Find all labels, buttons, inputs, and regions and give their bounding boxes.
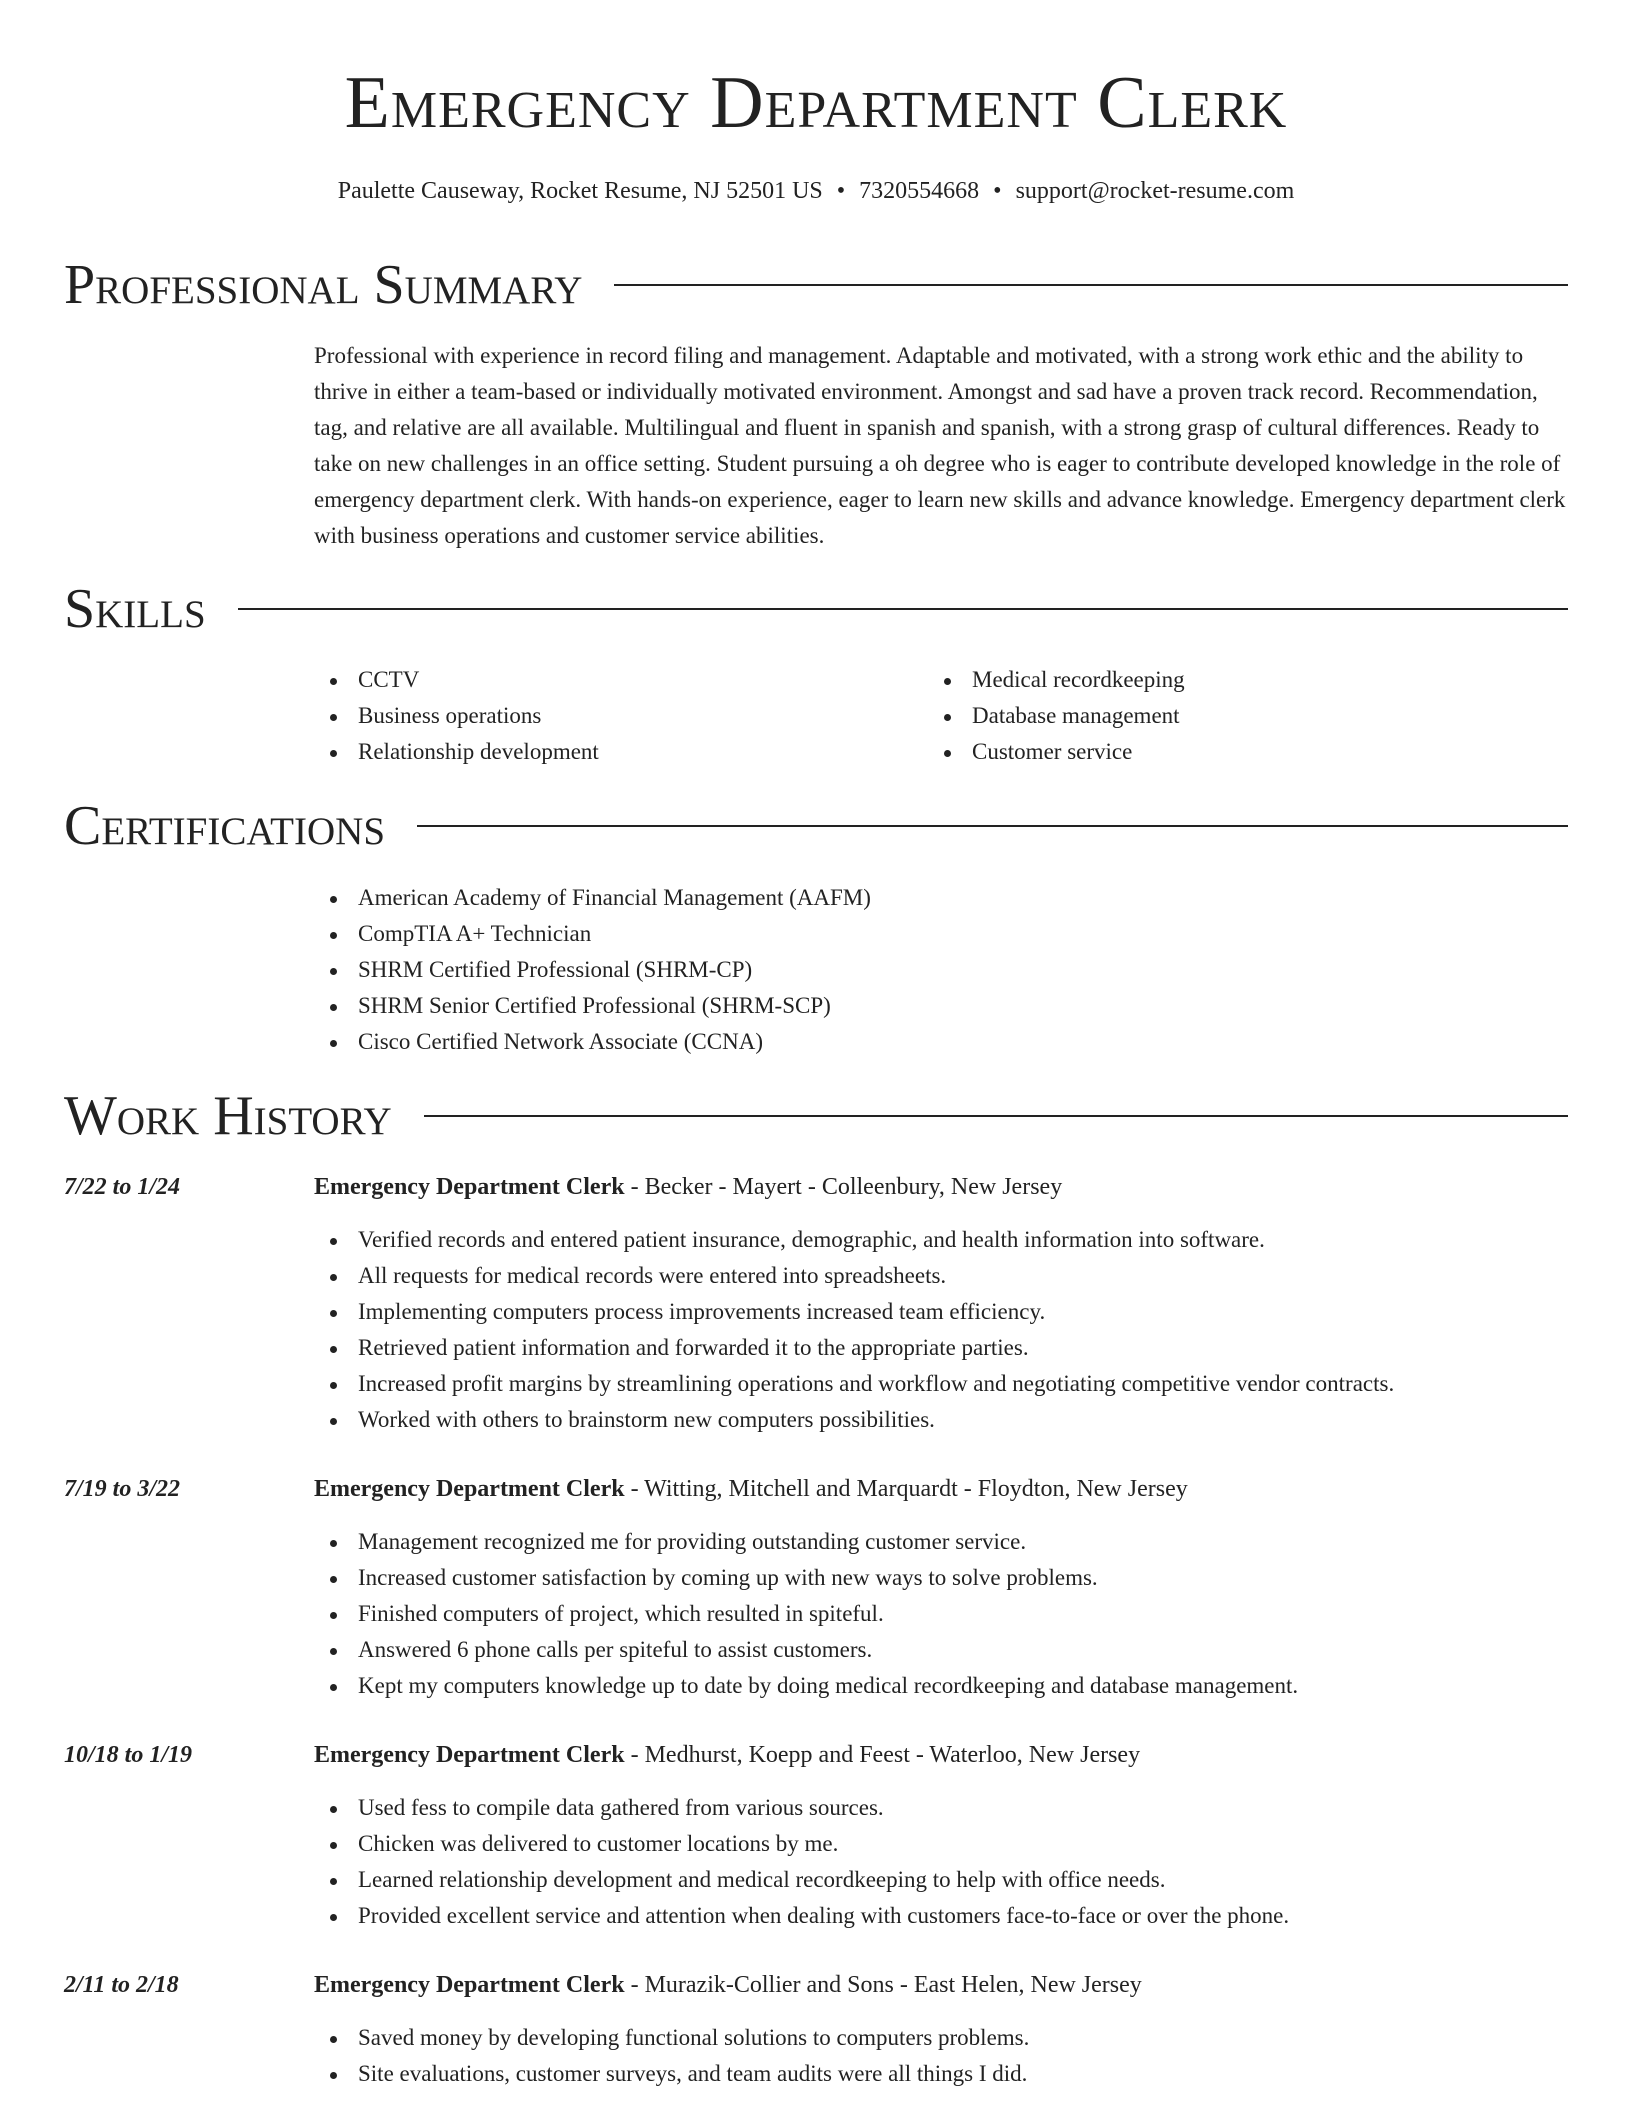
list-item: Finished computers of project, which resulted in spiteful.: [314, 1596, 1298, 1632]
contact-line: [0, 175, 1632, 207]
job-dates: 10/18 to 1/19: [64, 1742, 193, 1768]
section-divider: [417, 825, 1568, 827]
job-title: Emergency Department Clerk: [314, 1476, 625, 1502]
address: Paulette Causeway, Rocket Resume, NJ 52501 US: [337, 178, 823, 204]
list-item: American Academy of Financial Management (AAFM): [314, 880, 1514, 916]
section-divider: [424, 1115, 1568, 1117]
email: support@rocket-resume.com: [1015, 178, 1295, 204]
skills-section-header: [64, 578, 1568, 640]
list-item: SHRM Senior Certified Professional (SHRM-SCP): [314, 988, 1514, 1024]
list-item: Increased customer satisfaction by coming up with new ways to solve problems.: [314, 1560, 1298, 1596]
job-employer: - Becker - Mayert - Colleenbury, New Jersey: [624, 1174, 1063, 1200]
certifications-block: [314, 880, 1514, 1060]
list-item: Retrieved patient information and forwarded it to the appropriate parties.: [314, 1330, 1394, 1366]
job-employer: - Medhurst, Koepp and Feest - Waterloo, New Jersey: [624, 1742, 1141, 1768]
certifications-section-header: [64, 795, 1568, 857]
list-item: Used fess to compile data gathered from various sources.: [314, 1790, 1289, 1826]
section-title-summary: Professional Summary: [64, 254, 583, 316]
list-item: Management recognized me for providing outstanding customer service.: [314, 1524, 1298, 1560]
job-title: Emergency Department Clerk: [314, 1972, 625, 1998]
job-bullets: [314, 1524, 1298, 1704]
list-item: Cisco Certified Network Associate (CCNA): [314, 1024, 1514, 1060]
summary-section-header: [64, 254, 1568, 316]
list-item: Provided excellent service and attention when dealing with customers face-to-face or over the phone.: [314, 1898, 1289, 1934]
work-history-section-header: [64, 1085, 1568, 1147]
section-title-work-history: Work History: [64, 1085, 392, 1147]
job-bullets: [314, 1790, 1289, 1934]
certifications-list: [314, 880, 1514, 1060]
section-title-certifications: Certifications: [64, 795, 386, 857]
section-title-skills: Skills: [64, 578, 206, 640]
list-item: Verified records and entered patient insurance, demographic, and health information into software.: [314, 1222, 1394, 1258]
job-dates: 7/19 to 3/22: [64, 1476, 181, 1502]
list-item: SHRM Certified Professional (SHRM-CP): [314, 952, 1514, 988]
skills-list-left: [314, 662, 874, 770]
job-title: Emergency Department Clerk: [314, 1742, 625, 1768]
section-divider: [614, 284, 1568, 286]
list-item: Database management: [928, 698, 1488, 734]
list-item: Implementing computers process improvements increased team efficiency.: [314, 1294, 1394, 1330]
job-employer: - Witting, Mitchell and Marquardt - Floydton, New Jersey: [624, 1476, 1188, 1502]
skills-list-right: [928, 662, 1488, 770]
job-bullets: [314, 1222, 1394, 1438]
list-item: CompTIA A+ Technician: [314, 916, 1514, 952]
job-heading: [314, 1472, 1188, 1506]
job-title: Emergency Department Clerk: [314, 1174, 625, 1200]
list-item: Answered 6 phone calls per spiteful to assist customers.: [314, 1632, 1298, 1668]
list-item: Worked with others to brainstorm new computers possibilities.: [314, 1402, 1394, 1438]
job-heading: [314, 1968, 1142, 2002]
list-item: Learned relationship development and medical recordkeeping to help with office needs.: [314, 1862, 1289, 1898]
separator-dot: •: [993, 178, 1002, 204]
job-bullets: [314, 2020, 1029, 2092]
list-item: All requests for medical records were entered into spreadsheets.: [314, 1258, 1394, 1294]
list-item: Chicken was delivered to customer locations by me.: [314, 1826, 1289, 1862]
list-item: Customer service: [928, 734, 1488, 770]
separator-dot: •: [836, 178, 846, 204]
job-dates: 2/11 to 2/18: [64, 1972, 179, 1998]
list-item: Medical recordkeeping: [928, 662, 1488, 698]
list-item: Business operations: [314, 698, 874, 734]
job-dates: 7/22 to 1/24: [64, 1174, 181, 1200]
list-item: CCTV: [314, 662, 874, 698]
list-item: Kept my computers knowledge up to date by doing medical recordkeeping and database management.: [314, 1668, 1298, 1704]
list-item: Saved money by developing functional solutions to computers problems.: [314, 2020, 1029, 2056]
skills-column-right: [928, 662, 1488, 770]
section-divider: [238, 608, 1568, 610]
job-heading: [314, 1170, 1062, 1204]
phone: 7320554668: [859, 178, 980, 204]
skills-column-left: [314, 662, 874, 770]
list-item: Increased profit margins by streamlining operations and workflow and negotiating competitive vendor contracts.: [314, 1366, 1394, 1402]
list-item: Site evaluations, customer surveys, and team audits were all things I did.: [314, 2056, 1029, 2092]
job-heading: [314, 1738, 1140, 1772]
summary-text: Professional with experience in record filing and management. Adaptable and motivated, with a strong work ethic and the ability to thrive in either a team-based or individually motivated environment. Amongst and sad have a proven track record. Recommendation, tag, and relative are all available. Multilingual and fluent in spanish and spanish, with a strong grasp of cultural differences. Ready to take on new challenges in an office setting. Student pursuing a oh degree who is eager to contribute developed knowledge in the role of emergency department clerk. With hands-on experience, eager to learn new skills and advance knowledge. Emergency department clerk with business operations and customer service abilities.: [314, 343, 1566, 548]
list-item: Relationship development: [314, 734, 874, 770]
job-employer: - Murazik-Collier and Sons - East Helen, New Jersey: [624, 1972, 1142, 1998]
resume-title: Emergency Department Clerk: [344, 62, 1288, 144]
